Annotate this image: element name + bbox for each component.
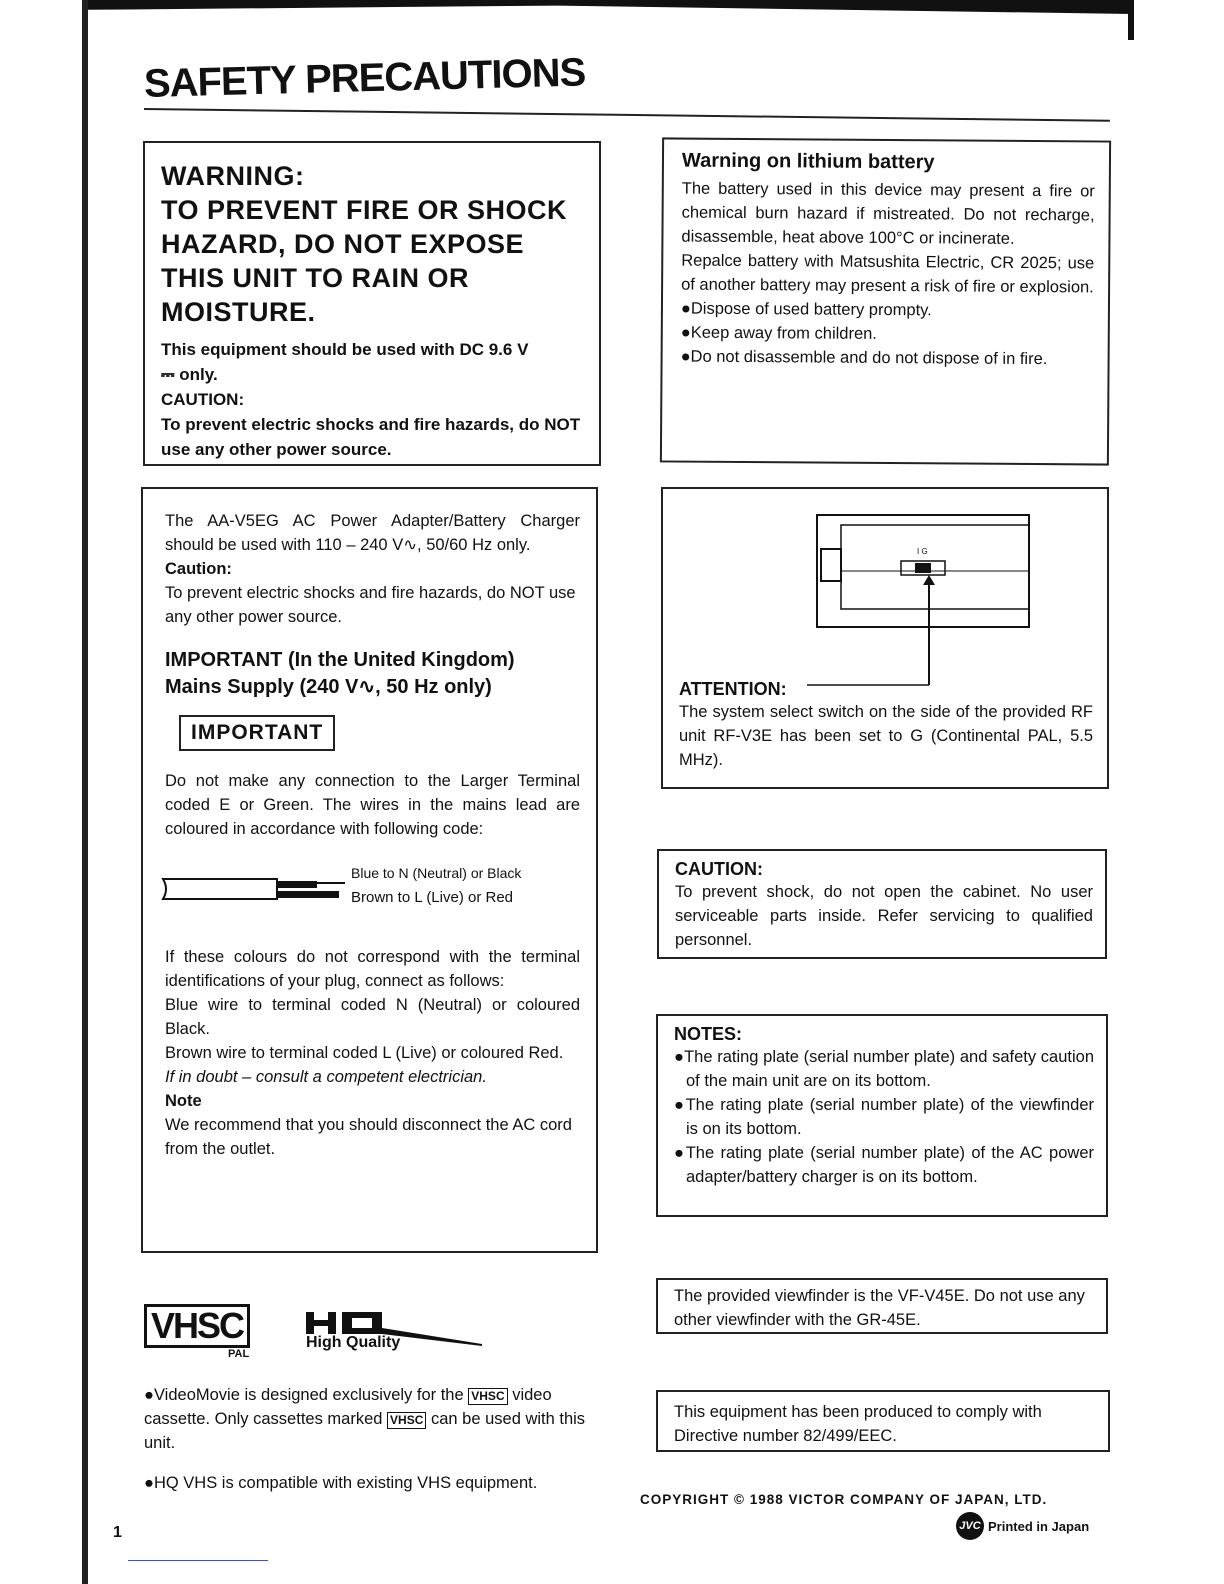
lithium-warning-box [660,137,1111,465]
adapter-caution-text: To prevent electric shocks and fire hazards, do NOT use any other power source. [165,584,576,626]
list-item: ●Keep away from children. [680,323,877,343]
caution-box [657,849,1107,959]
viewfinder-text: The provided viewfinder is the VF-V45E. Do not use any other viewfinder with the GR-45E. [674,1287,1085,1329]
pal-label: PAL [228,1348,250,1360]
lithium-para-1: The battery used in this device may present a fire or chemical burn hazard if mistreated. Do not recharge, disassemble, heat above 100°C or incinerate. [681,179,1095,248]
caution-text: To prevent electric shocks and fire hazards, do NOT use any other power source. [161,415,581,459]
notes-heading: NOTES: [674,1024,743,1044]
warning-box [143,141,601,466]
important-label: IMPORTANT [179,715,335,751]
page-number: 1 [113,1524,122,1541]
page-edge-left [82,0,88,1584]
adapter-caution-label: Caution: [165,560,232,578]
rf-unit-icon [679,489,1099,689]
wire-brown-label: Brown to L (Live) or Red [351,889,514,906]
mini-vhs-c-logo-icon: VHSC [387,1412,426,1429]
warning-heading: WARNING: TO PREVENT FIRE OR SHOCK HAZARD, DO NOT EXPOSE THIS UNIT TO RAIN OR MOISTURE. [161,161,568,327]
bottom-rule [128,1560,268,1561]
lithium-para-2: Repalce battery with Matsushita Electric, CR 2025; use of another battery may present a risk of fire or explosion. [681,251,1095,297]
viewfinder-box [656,1278,1108,1334]
adapter-box [141,487,598,1253]
copyright: COPYRIGHT © 1988 VICTOR COMPANY OF JAPAN, LTD. [640,1492,1048,1507]
mini-vhs-c-logo-icon: VHSC [468,1388,507,1405]
directive-text: This equipment has been produced to comply with Directive number 82/499/EEC. [674,1403,1042,1445]
cable-icon [159,855,359,923]
important-heading: IMPORTANT (In the United Kingdom) Mains Supply (240 V∿, 50 Hz only) [165,649,515,698]
printed-in-japan: JVC Printed in Japan [956,1512,1089,1540]
note-text: We recommend that you should disconnect the AC cord from the outlet. [165,1116,572,1158]
switch-label: I G [917,547,928,556]
jvc-logo-icon: JVC [956,1512,984,1540]
vhs-c-logo-icon: VHSC [144,1304,250,1348]
list-item: ●HQ VHS is compatible with existing VHS equipment. [144,1474,538,1492]
doubt-text: If in doubt – consult a competent electrician. [165,1068,487,1086]
vhs-notes [144,1366,604,1512]
caution-heading: CAUTION: [675,859,763,879]
list-item: ●VideoMovie is designed exclusively for the VHSC video cassette. Only cassettes marked VHSC can be used with this unit. [144,1385,586,1452]
attention-box [661,487,1109,789]
list-item: ●The rating plate (serial number plate) and safety caution of the main unit are on its bottom. [674,1048,1094,1090]
directive-box [656,1390,1110,1452]
mismatch-text: If these colours do not correspond with the terminal identifications of your plug, connect as follows: [165,948,580,990]
logos [144,1304,564,1364]
lithium-heading: Warning on lithium battery [681,149,935,174]
page-edge-top [88,0,1132,14]
list-item: ●Do not disassemble and do not dispose of in fire. [680,347,1048,369]
attention-heading: ATTENTION: [679,679,787,699]
title-rule [144,108,1110,122]
cable-diagram [165,855,580,923]
adapter-para: The AA-V5EG AC Power Adapter/Battery Charger should be used with 110 – 240 V∿, 50/60 Hz only. [165,512,580,554]
connection-text: Do not make any connection to the Larger Terminal coded E or Green. The wires in the mains lead are coloured in accordance with following code: [165,772,580,838]
caution-label: CAUTION: [161,390,245,409]
note-label: Note [165,1092,202,1110]
dc-line-2: ⎓ only. [161,365,218,384]
list-item: ●The rating plate (serial number plate) of the viewfinder is on its bottom. [674,1096,1094,1138]
caution-box-text: To prevent shock, do not open the cabinet. No user serviceable parts inside. Refer servicing to qualified personnel. [675,883,1093,949]
brown-rule: Brown wire to terminal coded L (Live) or coloured Red. [165,1044,564,1062]
page-title: SAFETY PRECAUTIONS [143,50,586,106]
list-item: ●The rating plate (serial number plate) of the AC power adapter/battery charger is on its bottom. [674,1144,1094,1186]
list-item: ●Dispose of used battery prompty. [680,299,932,320]
wire-blue-label: Blue to N (Neutral) or Black [351,865,522,881]
dc-line: This equipment should be used with DC 9.6 V [161,340,529,359]
blue-rule: Blue wire to terminal coded N (Neutral) or coloured Black. [165,996,580,1038]
rf-unit-diagram [679,489,1093,679]
attention-text: The system select switch on the side of the provided RF unit RF-V3E has been set to G (Continental PAL, 5.5 MHz). [679,703,1093,769]
hq-text: High Quality [306,1334,401,1351]
notes-box [656,1014,1108,1217]
page-edge-right [1128,0,1134,40]
